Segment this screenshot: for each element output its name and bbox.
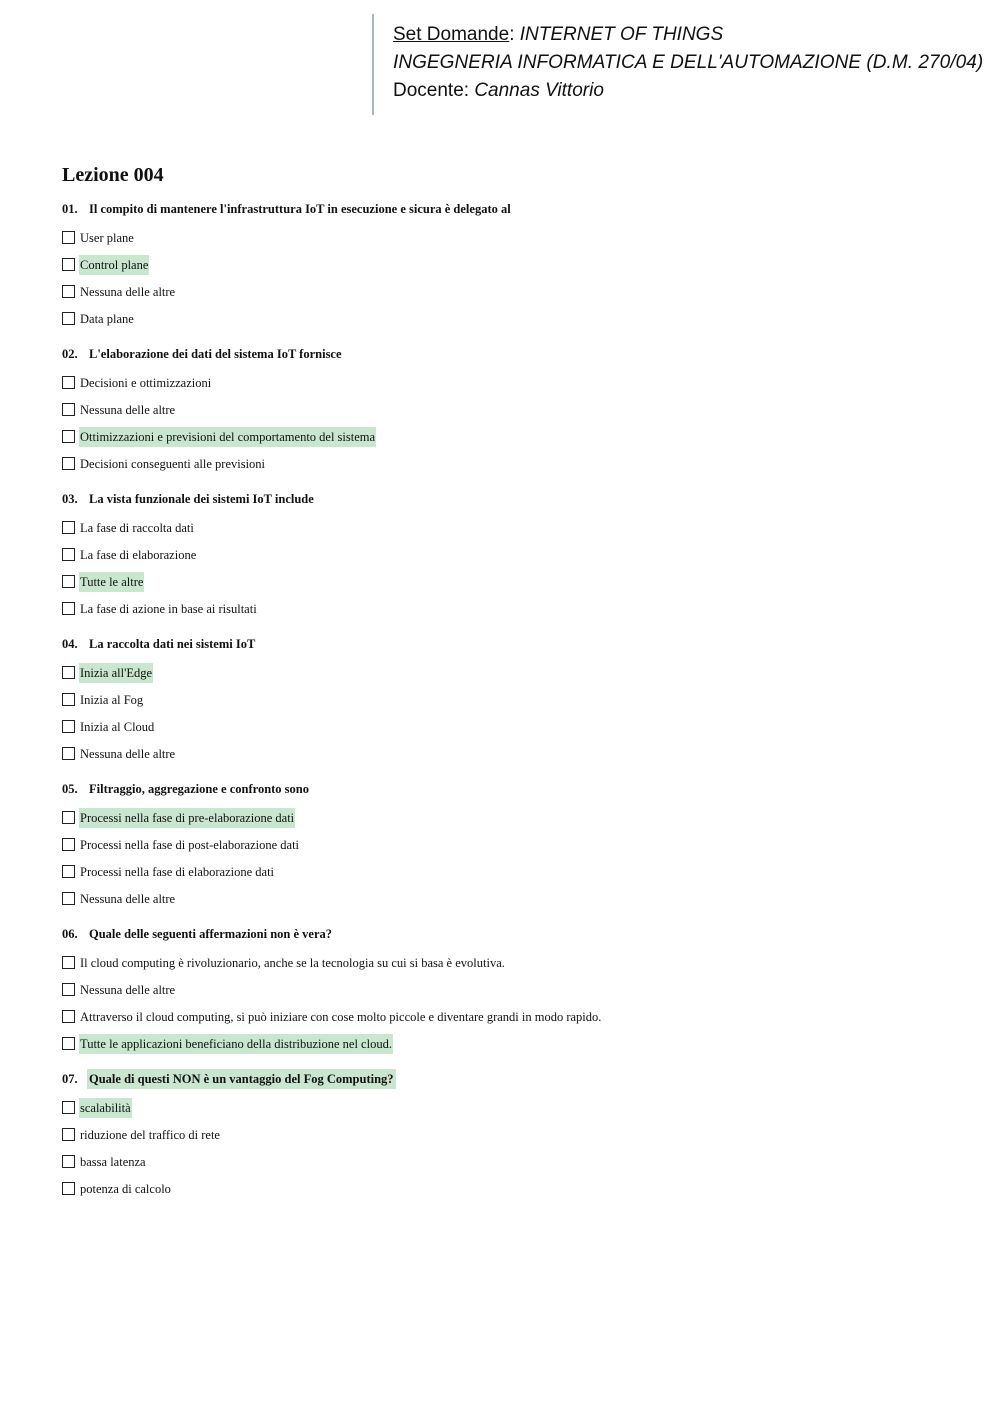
- answer-text: Attraverso il cloud computing, si può iniziare con cose molto piccole e diventare grandi in modo rapido.: [80, 1009, 602, 1024]
- answer-text: bassa latenza: [80, 1154, 146, 1169]
- answer-option[interactable]: [62, 740, 962, 767]
- document-header: [393, 21, 983, 105]
- question-block: [62, 924, 962, 1057]
- answer-text-correct: Control plane: [79, 255, 149, 275]
- answer-option[interactable]: [62, 251, 962, 278]
- question-text: La raccolta dati nei sistemi IoT: [89, 637, 256, 651]
- answer-option[interactable]: [62, 1148, 962, 1175]
- question-title: [62, 779, 962, 799]
- answer-option[interactable]: [62, 949, 962, 976]
- answer-option[interactable]: [62, 1175, 962, 1202]
- answer-text: Processi nella fase di post-elaborazione dati: [80, 837, 300, 852]
- checkbox-icon[interactable]: [62, 521, 75, 534]
- answer-text: Il cloud computing è rivoluzionario, anche se la tecnologia su cui si basa è evolutiva.: [80, 955, 505, 970]
- answer-option[interactable]: [62, 541, 962, 568]
- answer-text-correct: Tutte le altre: [79, 572, 144, 592]
- checkbox-icon[interactable]: [62, 548, 75, 561]
- checkbox-icon[interactable]: [62, 666, 75, 679]
- question-text: Il compito di mantenere l'infrastruttura IoT in esecuzione e sicura è delegato al: [89, 202, 511, 216]
- answer-option[interactable]: [62, 831, 962, 858]
- answer-option[interactable]: [62, 369, 962, 396]
- answer-text: Decisioni e ottimizzazioni: [80, 375, 212, 390]
- checkbox-icon[interactable]: [62, 983, 75, 996]
- answer-text: Nessuna delle altre: [80, 284, 176, 299]
- question-number: 03.: [62, 492, 78, 506]
- answer-option[interactable]: [62, 224, 962, 251]
- header-divider: [372, 14, 374, 115]
- answer-text-correct: Ottimizzazioni e previsioni del comportamento del sistema: [79, 427, 376, 447]
- lesson-title: Lezione 004: [62, 164, 164, 186]
- checkbox-icon[interactable]: [62, 575, 75, 588]
- checkbox-icon[interactable]: [62, 231, 75, 244]
- checkbox-icon[interactable]: [62, 1128, 75, 1141]
- checkbox-icon[interactable]: [62, 312, 75, 325]
- answer-text: La fase di raccolta dati: [80, 520, 194, 535]
- header-set-line: [393, 21, 983, 49]
- checkbox-icon[interactable]: [62, 1155, 75, 1168]
- question-list: [62, 160, 962, 1214]
- set-separator: :: [509, 24, 515, 45]
- checkbox-icon[interactable]: [62, 258, 75, 271]
- answer-text: User plane: [80, 230, 134, 245]
- checkbox-icon[interactable]: [62, 457, 75, 470]
- question-block: [62, 344, 962, 477]
- teacher-name: Cannas Vittorio: [474, 80, 604, 101]
- answer-option[interactable]: [62, 858, 962, 885]
- checkbox-icon[interactable]: [62, 838, 75, 851]
- checkbox-icon[interactable]: [62, 376, 75, 389]
- teacher-label: Docente:: [393, 80, 470, 101]
- answer-option[interactable]: [62, 1003, 962, 1030]
- answer-text-correct: Tutte le applicazioni beneficiano della distribuzione nel cloud.: [79, 1034, 393, 1054]
- answer-text: riduzione del traffico di rete: [80, 1127, 220, 1142]
- checkbox-icon[interactable]: [62, 1037, 75, 1050]
- question-title: [62, 344, 962, 364]
- answer-option[interactable]: [62, 885, 962, 912]
- question-block: [62, 489, 962, 622]
- answer-text: Nessuna delle altre: [80, 891, 176, 906]
- answer-text: Processi nella fase di elaborazione dati: [80, 864, 275, 879]
- checkbox-icon[interactable]: [62, 602, 75, 615]
- checkbox-icon[interactable]: [62, 811, 75, 824]
- program-title: INGEGNERIA INFORMATICA E DELL'AUTOMAZIONE (D.M. 270/04): [393, 52, 984, 73]
- question-block: [62, 779, 962, 912]
- answer-option[interactable]: [62, 804, 962, 831]
- question-text: Quale delle seguenti affermazioni non è vera?: [89, 927, 333, 941]
- answer-text: Nessuna delle altre: [80, 982, 176, 997]
- question-text: Filtraggio, aggregazione e confronto sono: [89, 782, 309, 796]
- answer-text: Inizia al Fog: [80, 692, 144, 707]
- question-block: [62, 634, 962, 767]
- answer-text: potenza di calcolo: [80, 1181, 171, 1196]
- checkbox-icon[interactable]: [62, 720, 75, 733]
- answer-text: Nessuna delle altre: [80, 402, 176, 417]
- question-title: [62, 489, 962, 509]
- course-title: INTERNET OF THINGS: [519, 24, 724, 45]
- answer-text: Nessuna delle altre: [80, 746, 176, 761]
- answer-option[interactable]: [62, 659, 962, 686]
- answer-option[interactable]: [62, 514, 962, 541]
- checkbox-icon[interactable]: [62, 1101, 75, 1114]
- set-label: Set Domande: [393, 24, 510, 45]
- answer-text-correct: scalabilità: [79, 1098, 132, 1118]
- question-text: Quale di questi NON è un vantaggio del Fog Computing?: [87, 1069, 396, 1089]
- question-block: [62, 1069, 962, 1202]
- checkbox-icon[interactable]: [62, 403, 75, 416]
- checkbox-icon[interactable]: [62, 892, 75, 905]
- question-number: 02.: [62, 347, 78, 361]
- checkbox-icon[interactable]: [62, 285, 75, 298]
- questions-container: [62, 199, 962, 1202]
- question-block: [62, 199, 962, 332]
- answer-option[interactable]: [62, 423, 962, 450]
- checkbox-icon[interactable]: [62, 1182, 75, 1195]
- question-number: 06.: [62, 927, 78, 941]
- question-text: L'elaborazione dei dati del sistema IoT fornisce: [89, 347, 342, 361]
- answer-text: La fase di azione in base ai risultati: [80, 601, 257, 616]
- answer-option[interactable]: [62, 568, 962, 595]
- checkbox-icon[interactable]: [62, 956, 75, 969]
- answer-option[interactable]: [62, 595, 962, 622]
- answer-option[interactable]: [62, 1121, 962, 1148]
- question-number: 01.: [62, 202, 78, 216]
- answer-option[interactable]: [62, 450, 962, 477]
- answer-text: Inizia al Cloud: [80, 719, 155, 734]
- answer-option[interactable]: [62, 686, 962, 713]
- answer-text: Decisioni conseguenti alle previsioni: [80, 456, 266, 471]
- answer-option[interactable]: [62, 305, 962, 332]
- checkbox-icon[interactable]: [62, 430, 75, 443]
- answer-option[interactable]: [62, 278, 962, 305]
- question-number: 05.: [62, 782, 78, 796]
- answer-option[interactable]: [62, 713, 962, 740]
- question-title: [62, 199, 962, 219]
- checkbox-icon[interactable]: [62, 1010, 75, 1023]
- question-number: 04.: [62, 637, 78, 651]
- checkbox-icon[interactable]: [62, 865, 75, 878]
- answer-text-correct: Processi nella fase di pre-elaborazione dati: [79, 808, 295, 828]
- question-title: [62, 1069, 962, 1089]
- question-title: [62, 634, 962, 654]
- checkbox-icon[interactable]: [62, 693, 75, 706]
- answer-text-correct: Inizia all'Edge: [79, 663, 153, 683]
- answer-text: La fase di elaborazione: [80, 547, 197, 562]
- checkbox-icon[interactable]: [62, 747, 75, 760]
- header-teacher-line: [393, 77, 983, 105]
- answer-option[interactable]: [62, 976, 962, 1003]
- question-text: La vista funzionale dei sistemi IoT include: [89, 492, 314, 506]
- answer-option[interactable]: [62, 1030, 962, 1057]
- question-number: 07.: [62, 1072, 78, 1086]
- answer-option[interactable]: [62, 1094, 962, 1121]
- answer-text: Data plane: [80, 311, 134, 326]
- answer-option[interactable]: [62, 396, 962, 423]
- question-title: [62, 924, 962, 944]
